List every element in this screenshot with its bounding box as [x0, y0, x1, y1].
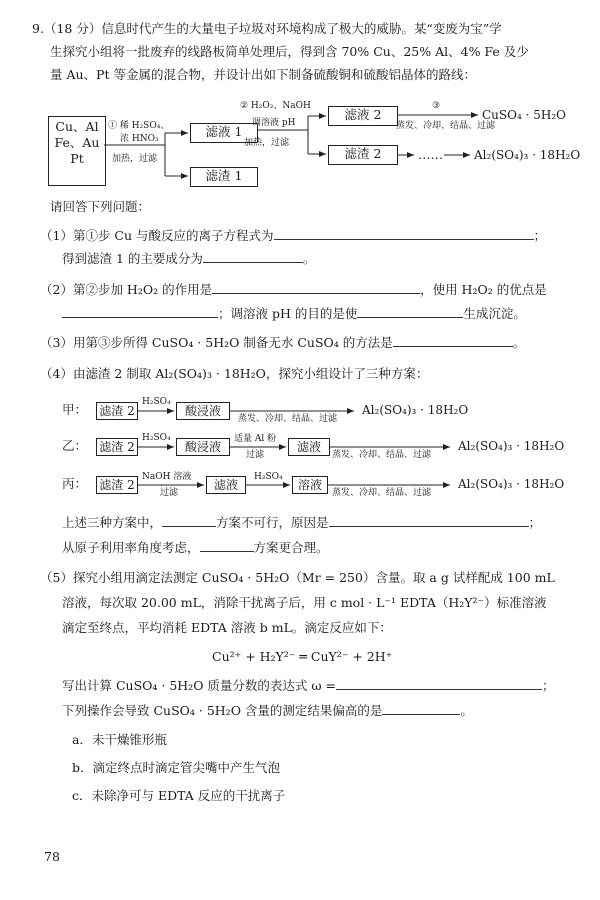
residue1-box: 滤渣 1	[190, 167, 258, 187]
q2-line2: ；调溶液 pH 的目的是使 生成沉淀。	[62, 305, 526, 323]
plan-b-filter: 过滤	[246, 450, 265, 460]
titration-equation: Cu²⁺ + H₂Y²⁻ ═ CuY²⁻ + 2H⁺	[212, 649, 393, 664]
plan-a-box1: 滤渣 2	[96, 402, 138, 420]
plan-b-product: Al₂(SO₄)₃ · 18H₂O	[458, 439, 565, 453]
plan-b-box3: 滤液	[288, 438, 330, 456]
plan-c-product: Al₂(SO₄)₃ · 18H₂O	[458, 477, 565, 491]
q5-line4: 写出计算 CuSO₄ · 5H₂O 质量分数的表达式 ω = ；	[62, 678, 555, 693]
residue2-box: 滤渣 2	[328, 145, 398, 165]
option-c: c．未除净可与 EDTA 反应的干扰离子	[72, 788, 286, 803]
intro-line-2: 生探究小组将一批废弃的线路板简单处理后，得到含 70% Cu、25% Al、4% Fe 及少	[50, 44, 529, 59]
step2-ph: 调溶液 pH	[252, 118, 296, 128]
plan-c-box1: 滤渣 2	[96, 476, 138, 494]
plan-c-reagent2: H₂SO₄	[254, 472, 283, 482]
plan-b-box1: 滤渣 2	[96, 438, 138, 456]
start-mixture-box: Cu、Al Fe、Au Pt	[48, 116, 106, 186]
plan-b-process: 蒸发、冷却、结晶、过滤	[332, 450, 432, 460]
step3-label: ③	[432, 101, 441, 111]
step3-condition: 蒸发、冷却、结晶、过滤	[396, 121, 496, 131]
plan-b-reagent2: 适量 Al 粉	[234, 434, 277, 444]
plan-a-reagent: H₂SO₄	[142, 397, 171, 407]
q2-line1: （2）第②步加 H₂O₂ 的作用是 ，使用 H₂O₂ 的优点是	[40, 282, 547, 297]
option-a: a．未干燥锥形瓶	[72, 732, 167, 747]
q1-line1: （1）第①步 Cu 与酸反应的离子方程式为 ；	[40, 228, 547, 243]
filtrate1-box: 滤液 1	[190, 123, 258, 143]
q5-line2: 溶液，每次取 20.00 mL，消除干扰离子后，用 c mol · L⁻¹ EDTA（H₂Y²⁻）标准溶液	[62, 595, 547, 610]
plan-a-box2: 酸浸液	[176, 402, 230, 420]
filtrate2-box: 滤液 2	[328, 106, 398, 126]
plan-a-label: 甲：	[62, 402, 88, 417]
option-b: b．滴定终点时滴定管尖嘴中产生气泡	[72, 760, 281, 775]
plan-c-filter: 过滤	[160, 488, 179, 498]
q4-conclusion-2: 从原子利用率角度考虑， 方案更合理。	[62, 540, 329, 555]
plan-b-reagent1: H₂SO₄	[142, 433, 171, 443]
plan-a-process: 蒸发、冷却、结晶、过滤	[238, 414, 338, 424]
step1-condition: 加热，过滤	[112, 154, 158, 164]
q4-intro: （4）由滤渣 2 制取 Al₂(SO₄)₃ · 18H₂O，探究小组设计了三种方案：	[40, 366, 429, 381]
q1-line2: 得到滤渣 1 的主要成分为 。	[62, 251, 316, 266]
q5-line5: 下列操作会导致 CuSO₄ · 5H₂O 含量的测定结果偏高的是 。	[62, 703, 473, 718]
product-al2so43: Al₂(SO₄)₃ · 18H₂O	[474, 148, 581, 162]
step2-condition: 加热，过滤	[244, 138, 290, 148]
product-cuso4: CuSO₄ · 5H₂O	[482, 108, 566, 122]
plan-b-box2: 酸浸液	[176, 438, 230, 456]
plan-c-box3: 溶液	[292, 476, 328, 494]
step1-reagent-2: 浓 HNO₃	[120, 134, 159, 144]
page-number: 78	[44, 849, 60, 864]
plan-c-reagent1: NaOH 溶液	[142, 472, 192, 482]
q4-conclusion-1: 上述三种方案中， 方案不可行，原因是 ；	[62, 515, 542, 530]
intro-line-3: 量 Au、Pt 等金属的混合物，并设计出如下制备硫酸铜和硫酸铝晶体的路线：	[50, 67, 476, 82]
q3-line: （3）用第③步所得 CuSO₄ · 5H₂O 制备无水 CuSO₄ 的方法是 。	[40, 335, 526, 350]
plan-c-process: 蒸发、冷却、结晶、过滤	[332, 488, 432, 498]
plan-c-box2: 滤液	[206, 476, 246, 494]
question-number: 9.（18 分）信息时代产生的大量电子垃圾对环境构成了极大的威胁。某“变废为宝”学	[32, 21, 502, 36]
plan-c-label: 丙：	[62, 476, 88, 491]
plan-b-label: 乙：	[62, 438, 88, 453]
plan-a-product: Al₂(SO₄)₃ · 18H₂O	[362, 403, 469, 417]
step1-reagent: ① 稀 H₂SO₄、	[108, 121, 170, 131]
answer-prompt: 请回答下列问题：	[50, 199, 151, 214]
ellipsis: ……	[418, 147, 443, 162]
q5-line1: （5）探究小组用滴定法测定 CuSO₄ · 5H₂O（Mr = 250）含量。取 a g 试样配成 100 mL	[40, 570, 555, 585]
step2-reagent: ② H₂O₂、NaOH	[240, 101, 311, 111]
q5-line3: 滴定至终点，平均消耗 EDTA 溶液 b mL。滴定反应如下：	[62, 620, 392, 635]
